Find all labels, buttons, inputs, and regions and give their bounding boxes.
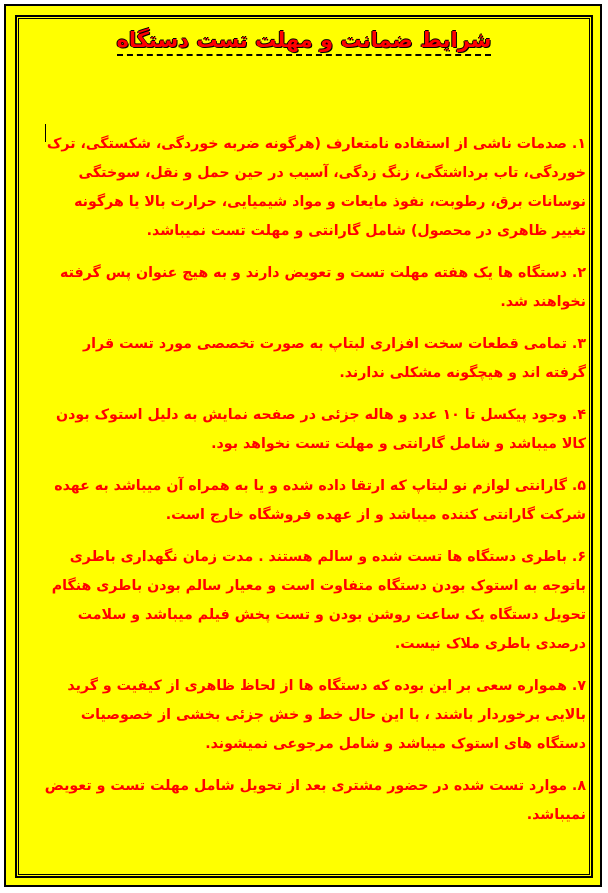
term-item-3: ۳. تمامی قطعات سخت افزاری لبتاپ به صورت تخصصی مورد تست قرار گرفته اند و هیچگونه مشکلی ندارند. — [83, 336, 586, 381]
term-item-6: ۶. باطری دستگاه ها تست شده و سالم هستند . مدت زمان نگهداری باطری باتوجه به استوک بودن دستگاه متفاوت است و معیار سالم بودن باطری هنگام تحویل دستگاه یک ساعت روشن بودن و تست پخش فیلم میباشد و سلامت درصدی باطری ملاک نیست. — [51, 549, 586, 652]
terms-list — [38, 130, 586, 843]
document-title: شرایط ضمانت و مهلت تست دستگاه — [117, 28, 492, 56]
term-item-7: ۷. همواره سعی بر این بوده که دستگاه ها از لحاظ ظاهری از کیفیت و گرید بالایی برخوردار باشند ، با این حال خط و خش جزئی بخشی از خصوصیات دستگاه های استوک میباشد و شامل مرجوعی نمیشوند. — [67, 678, 586, 752]
term-item-4: ۴. وجود پیکسل تا ۱۰ عدد و هاله جزئی در صفحه نمایش به دلیل استوک بودن کالا میباشد و شامل گارانتی و مهلت تست نخواهد بود. — [55, 407, 586, 452]
term-item-2: ۲. دستگاه ها یک هفته مهلت تست و تعویض دارند و به هیچ عنوان پس گرفته نخواهند شد. — [60, 265, 586, 310]
document-title-container — [0, 28, 608, 56]
term-item-5: ۵. گارانتی لوازم نو لبتاپ که ارتقا داده شده و یا به همراه آن میباشد به عهده شرکت گارانتی کننده میباشد و از عهده فروشگاه خارج است. — [54, 478, 586, 523]
term-item-1: ۱. صدمات ناشی از استفاده نامتعارف (هرگونه ضربه خوردگی، شکستگی، ترک خوردگی، تاب برداشتگی، زنگ زدگی، آسیب در حین حمل و نقل، سوختگی نوسانات برق، رطوبت، نفوذ مایعات و مواد شیمیایی، حرارت بالا یا هرگونه تغییر ظاهری در محصول) شامل گارانتی و مهلت تست نمیباشد. — [46, 136, 586, 239]
term-item-8: ۸. موارد تست شده در حضور مشتری بعد از تحویل شامل مهلت تست و تعویض نمیباشد. — [44, 778, 586, 823]
